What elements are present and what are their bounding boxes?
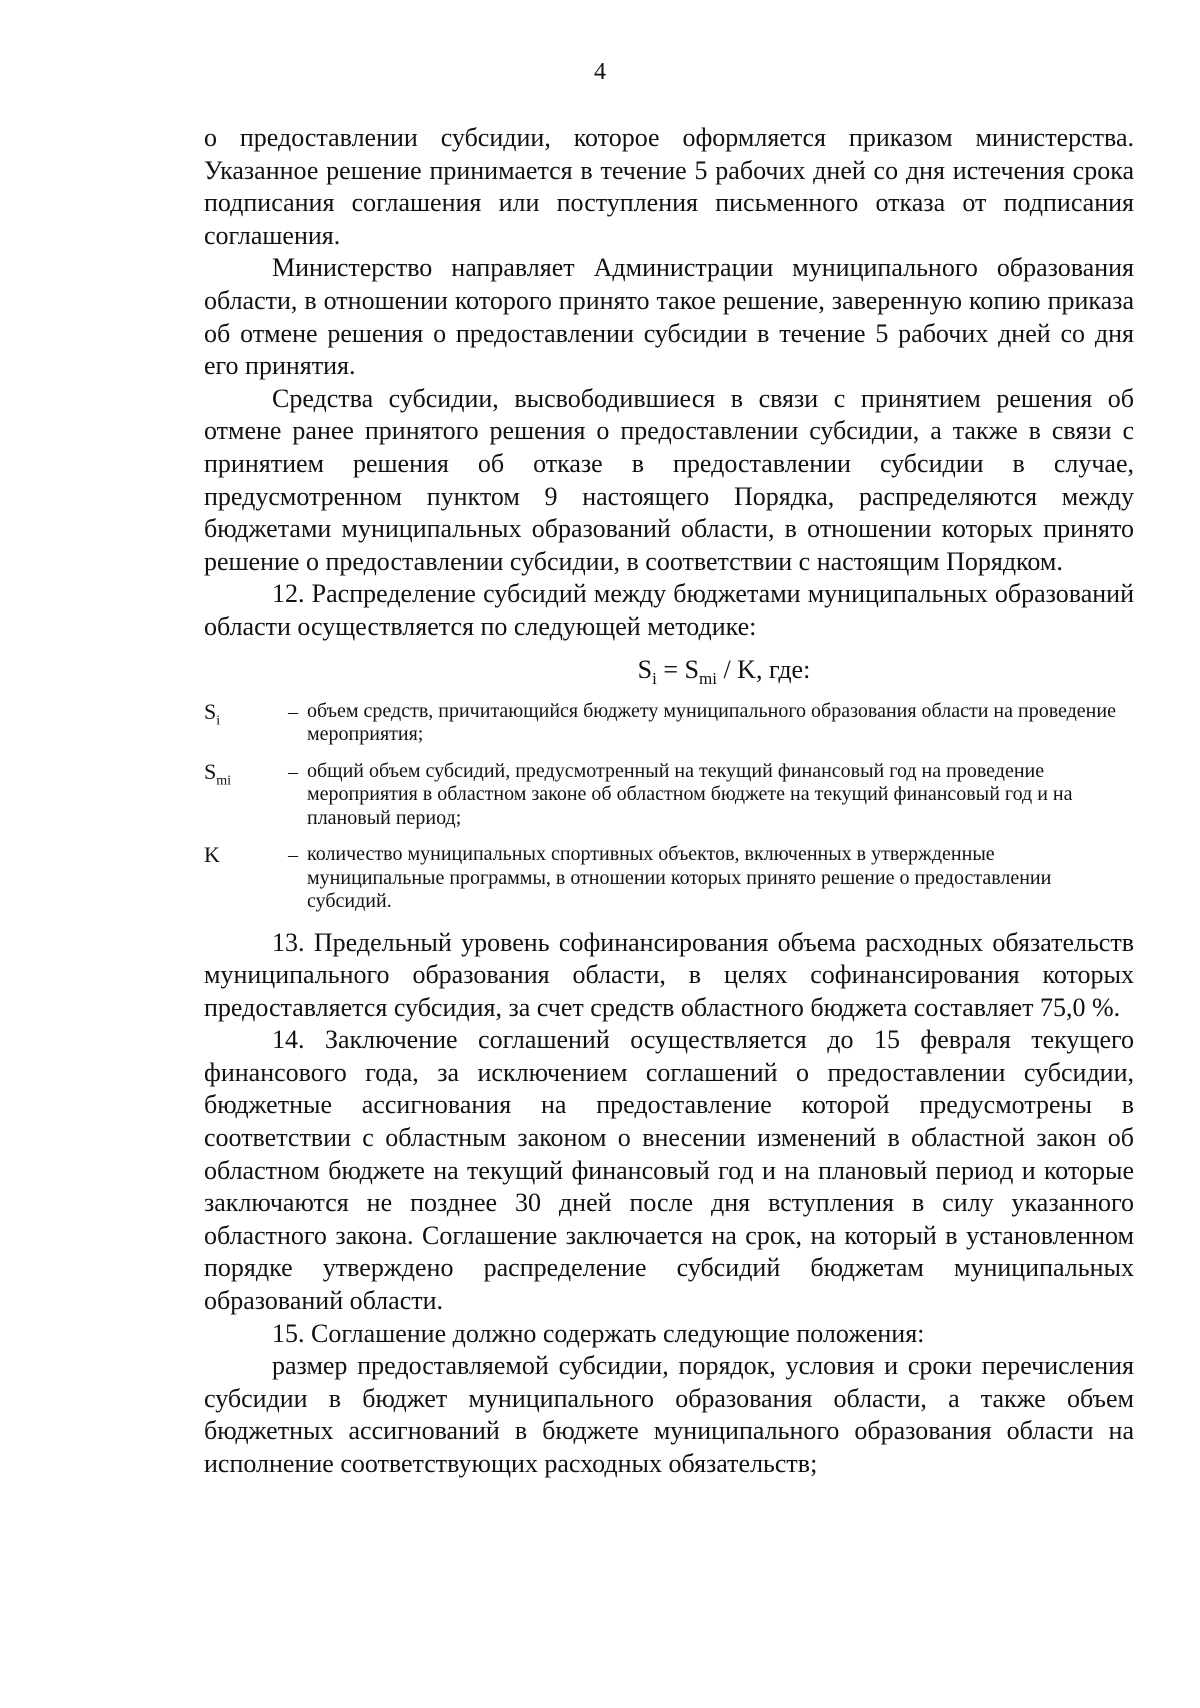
definition-dash: – [288, 760, 298, 783]
definition-row [204, 760, 1134, 831]
document-body [204, 122, 1134, 1481]
symbol-letter: S [204, 698, 217, 724]
definition-dash: – [288, 844, 298, 866]
paragraph-released-funds: Средства субсидии, высвободившиеся в связи с принятием решения об отмене ранее принятого решения о предоставлении субсидии, а также в связи с принятием решения об отказе в предоставлении субсидии в случае, предусмотренном пунктом 9 настоящего Порядка, распределяются между бюджетами муниципальных образований области, в отношении которых принято решение о предоставлении субсидии, в соответствии с настоящим Порядком. [204, 383, 1134, 576]
definition-text: общий объем субсидий, предусмотренный на текущий финансовый год на проведение мероприятия в областном законе об областном бюджете на текущий финансовый год и на плановый период; [307, 759, 1073, 829]
page-number: 4 [594, 59, 606, 85]
definition-text: объем средств, причитающийся бюджету муниципального образования области на проведение мероприятия; [307, 699, 1116, 745]
formula-definitions [204, 700, 1134, 914]
symbol-letter: K [204, 842, 220, 867]
definition-dash: – [288, 700, 298, 723]
paragraph-item-14: 14. Заключение соглашений осуществляется до 15 февраля текущего финансового года, за исключением соглашений о предоставлении субсидии, бюджетные ассигнования на предоставление которой предусмотрены в соответствии с областным законом о внесении изменений в областной закон об областном бюджете на текущий финансовый год и на плановый период и которые заключаются не позднее 30 дней после дня вступления в силу указанного областного закона. Соглашение заключается на срок, на который в установленном порядке утверждено распределение субсидий бюджетам муниципальных образований области. [204, 1025, 1134, 1316]
paragraph-item-13: 13. Предельный уровень софинансирования объема расходных обязательств муниципального образования области, в целях софинансирования которых предоставляется субсидия, за счет средств областного бюджета составляет 75,0 %. [204, 927, 1134, 1022]
definition-symbol [204, 843, 279, 867]
formula-lhs-subscript: i [652, 668, 657, 688]
formula-rhs-subscript: mi [699, 668, 717, 688]
paragraph-decision-continuation: о предоставлении субсидии, которое оформляется приказом министерства. Указанное решение принимается в течение 5 рабочих дней со дня истечения срока подписания соглашения или поступления письменного отказа от подписания соглашения. [204, 123, 1134, 250]
definition-symbol [204, 758, 279, 788]
definition-row [204, 843, 1134, 914]
paragraph-item-15: 15. Соглашение должно содержать следующие положения: [272, 1318, 925, 1348]
paragraph-ministry-sends-copy: Министерство направляет Администрации муниципального образования области, в отношении которого принято такое решение, заверенную копию приказа об отмене решения о предоставлении субсидии в течение 5 рабочих дней со дня его принятия. [204, 253, 1134, 381]
definition-row [204, 700, 1134, 747]
formula-rhs: S [684, 654, 699, 684]
definition-symbol [204, 698, 279, 728]
definition-text: количество муниципальных спортивных объектов, включенных в утвержденные муниципальные программы, в отношении которых принято решение о предоставлении субсидий. [307, 843, 1052, 912]
symbol-subscript: mi [216, 772, 232, 788]
paragraph-agreement-provisions: размер предоставляемой субсидии, порядок, условия и сроки перечисления субсидии в бюджет муниципального образования области, а также объем бюджетных ассигнований в бюджете муниципального образования области на исполнение соответствующих расходных обязательств; [204, 1351, 1134, 1478]
distribution-formula [204, 654, 1134, 686]
formula-equals: = [656, 654, 685, 684]
formula-lhs: S [637, 654, 653, 684]
paragraph-item-12: 12. Распределение субсидий между бюджетами муниципальных образований области осуществляется по следующей методике: [204, 579, 1134, 641]
formula-rest: / K, где: [716, 654, 811, 684]
symbol-subscript: i [216, 712, 221, 728]
symbol-letter: S [204, 758, 217, 784]
